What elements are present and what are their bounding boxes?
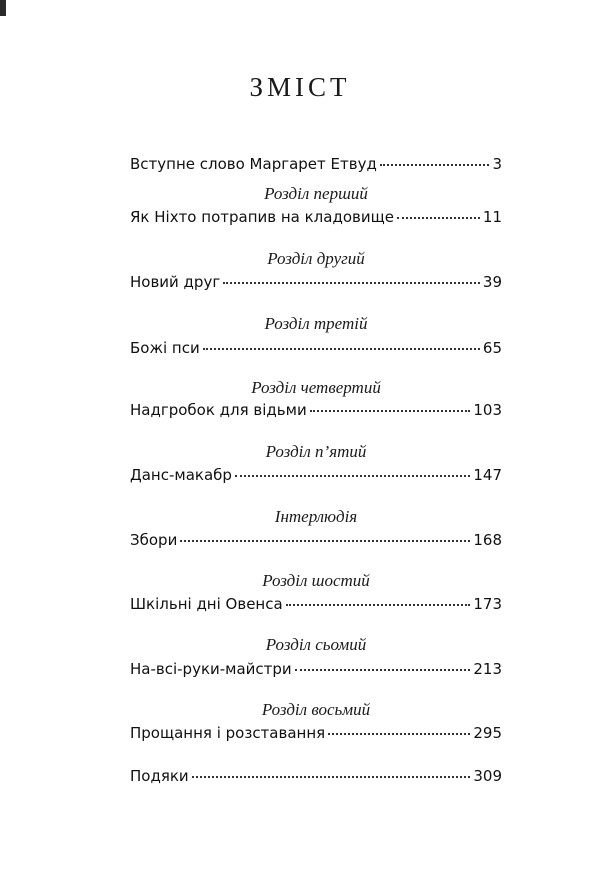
chapter-heading: Розділ третій (264, 314, 368, 333)
toc-entry-chapter-4[interactable] (130, 401, 502, 419)
toc-entry-title: Вступне слово Маргарет Етвуд (130, 155, 377, 173)
page-title: ЗМІСТ (249, 72, 351, 102)
toc-entry-page: 147 (473, 466, 502, 484)
toc-entry-page: 295 (473, 724, 502, 742)
toc-entry-title: Шкільні дні Овенса (130, 595, 283, 613)
chapter-heading: Розділ п’ятий (265, 442, 367, 461)
toc-entry-title: Подяки (130, 767, 189, 785)
toc-entry-chapter-3[interactable] (130, 339, 502, 357)
toc-entry-title: Надгробок для відьми (130, 401, 307, 419)
toc-entry-chapter-1[interactable] (130, 208, 502, 226)
chapter-heading: Розділ шостий (262, 571, 370, 590)
dot-leader (397, 217, 480, 219)
dot-leader (203, 348, 480, 350)
toc-entry-acknowledgements[interactable] (130, 767, 502, 785)
dot-leader (223, 282, 480, 284)
chapter-heading: Розділ четвертий (251, 378, 381, 397)
toc-entry-chapter-6[interactable] (130, 595, 502, 613)
toc-entry-title: Новий друг (130, 273, 221, 291)
toc-entry-chapter-2[interactable] (130, 273, 502, 291)
toc-entry-page: 168 (473, 531, 502, 549)
chapter-heading: Розділ перший (264, 184, 368, 203)
scan-edge-mark (0, 0, 6, 16)
dot-leader (295, 669, 471, 671)
chapter-heading: Розділ восьмий (261, 700, 371, 719)
dot-leader (310, 410, 471, 412)
dot-leader (380, 164, 490, 166)
dot-leader (286, 604, 471, 606)
toc-entry-page: 213 (473, 660, 502, 678)
dot-leader (328, 733, 470, 735)
toc-entry-page: 103 (473, 401, 502, 419)
toc-entry-page: 65 (482, 339, 502, 357)
toc-entry-title: Божі пси (130, 339, 200, 357)
toc-entry-page: 309 (473, 767, 502, 785)
toc-entry-title: На-всі-руки-майстри (130, 660, 292, 678)
toc-entry-page: 173 (473, 595, 502, 613)
toc-entry-page: 3 (492, 155, 502, 173)
toc-entry-page: 11 (482, 208, 502, 226)
toc-entry-chapter-8[interactable] (130, 724, 502, 742)
chapter-heading: Розділ другий (267, 249, 365, 268)
dot-leader (180, 540, 470, 542)
interlude-heading: Інтерлюдія (274, 507, 358, 526)
toc-entry-title: Прощання і розставання (130, 724, 326, 742)
toc-entry-interlude[interactable] (130, 531, 502, 549)
toc-entry-title: Збори (130, 531, 178, 549)
dot-leader (192, 776, 471, 778)
toc-entry-page: 39 (482, 273, 502, 291)
dot-leader (235, 475, 470, 477)
toc-entry-chapter-7[interactable] (130, 660, 502, 678)
toc-entry-chapter-5[interactable] (130, 466, 502, 484)
toc-entry-foreword[interactable] (130, 155, 502, 173)
toc-entry-title: Данс-макабр (130, 466, 232, 484)
toc-entry-title: Як Ніхто потрапив на кладовище (130, 208, 394, 226)
chapter-heading: Розділ сьомий (265, 635, 367, 654)
